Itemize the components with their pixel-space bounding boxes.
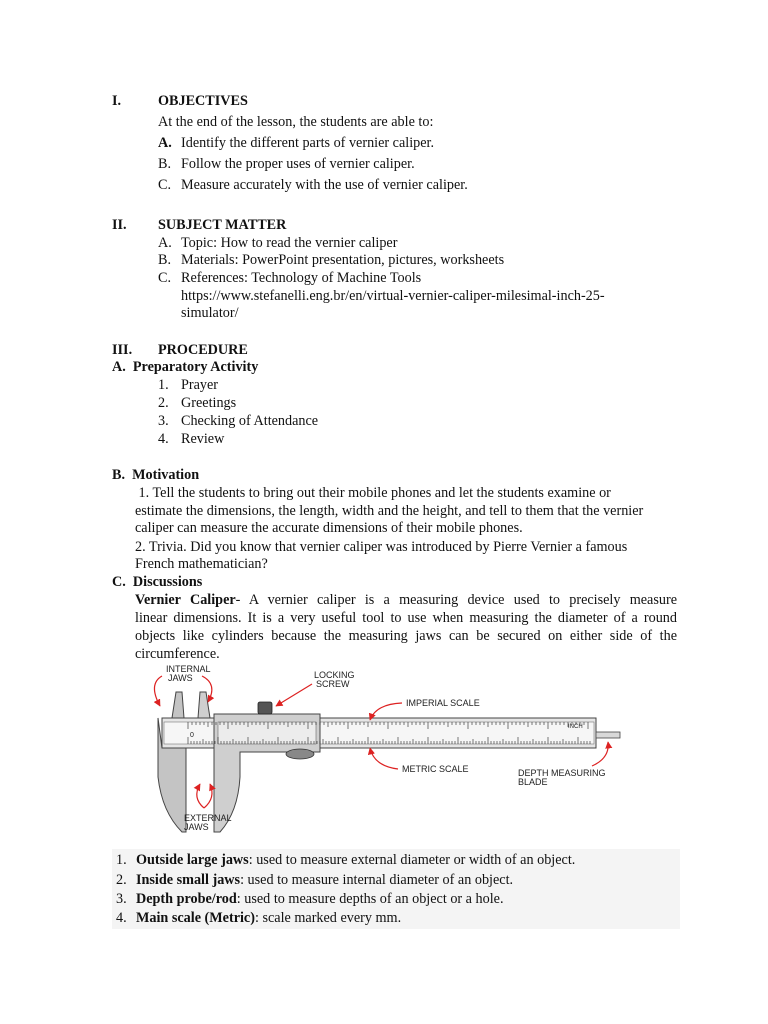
- parts-list-term: Outside large jaws: [136, 852, 249, 868]
- svg-text:0: 0: [190, 732, 194, 739]
- discussions-title: C. Discussions: [112, 574, 203, 590]
- vernier-caliper-diagram: [140, 662, 630, 837]
- motivation-line-2: estimate the dimensions, the length, width and the height, and tell to them that the vernier: [135, 503, 644, 519]
- label-internal-jaws-1: INTERNAL: [166, 664, 211, 674]
- preparatory-activity-title: A. Preparatory Activity: [112, 359, 259, 375]
- parts-list-number: 4.: [116, 910, 127, 926]
- prep-item-review: Review: [181, 431, 225, 447]
- parts-list-item: [136, 872, 513, 890]
- prep-marker-3: 3.: [158, 413, 169, 429]
- discussions-line-1: [135, 592, 677, 610]
- prep-item-greetings: Greetings: [181, 395, 237, 411]
- vernier-caliper-term: Vernier Caliper: [135, 592, 236, 608]
- section-number-procedure: III.: [112, 342, 133, 358]
- label-locking-screw-1: LOCKING: [314, 670, 355, 680]
- locking-screw: [258, 702, 272, 714]
- motivation-title: B. Motivation: [112, 467, 200, 483]
- arrow-metric-scale: [370, 748, 398, 769]
- arrow-imperial-scale: [370, 703, 402, 720]
- section-heading-procedure: PROCEDURE: [158, 342, 248, 358]
- label-depth-blade-1: DEPTH MEASURING: [518, 768, 606, 778]
- thumb-roller: [286, 749, 314, 759]
- discussions-line-3: objects like cylinders because the measuring jaws can be secured on either side of the: [135, 628, 677, 644]
- label-internal-jaws-2: JAWS: [168, 673, 193, 683]
- parts-list-number: 3.: [116, 891, 127, 907]
- internal-jaw-sliding: [198, 692, 210, 718]
- prep-item-prayer: Prayer: [181, 377, 219, 393]
- prep-marker-1: 1.: [158, 377, 169, 393]
- parts-list-term: Main scale (Metric): [136, 910, 255, 926]
- reference-url-line-2: simulator/: [181, 305, 239, 321]
- label-metric-scale: METRIC SCALE: [402, 764, 469, 774]
- motivation-line-4: 2. Trivia. Did you know that vernier caliper was introduced by Pierre Vernier a famous: [135, 539, 628, 555]
- discussions-line-2: linear dimensions. It is a very useful tool to use when measuring the diameter of a round: [135, 610, 677, 626]
- parts-list-description: : scale marked every mm.: [254, 910, 402, 926]
- label-external-jaws-1: EXTERNAL: [184, 813, 232, 823]
- prep-marker-2: 2.: [158, 395, 169, 411]
- discussions-line-4: circumference.: [135, 646, 220, 662]
- prep-item-attendance: Checking of Attendance: [181, 413, 319, 429]
- depth-measuring-blade: [596, 732, 620, 738]
- section-number-objectives: I.: [112, 93, 122, 109]
- arrow-internal-jaws-left: [154, 676, 162, 706]
- parts-list-description: : used to measure depths of an object or a hole.: [236, 891, 504, 907]
- objective-marker-c: C.: [158, 177, 172, 193]
- discussions-definition: - A vernier caliper is a measuring device used to precisely measure: [235, 592, 677, 608]
- parts-list-item: [136, 910, 401, 928]
- arrow-locking-screw: [276, 684, 312, 706]
- label-locking-screw-2: SCREW: [316, 679, 350, 689]
- parts-list-number: 2.: [116, 872, 127, 888]
- objective-text-c: Measure accurately with the use of vernier caliper.: [181, 177, 468, 193]
- subject-text-materials: Materials: PowerPoint presentation, pictures, worksheets: [181, 252, 505, 268]
- parts-list-item: [136, 891, 504, 909]
- label-external-jaws-2: JAWS: [184, 822, 209, 832]
- arrow-external-jaws-left: [197, 784, 204, 808]
- arrow-external-jaws-right: [204, 784, 212, 808]
- label-depth-blade-2: BLADE: [518, 777, 548, 787]
- subject-marker-b: B.: [158, 252, 172, 268]
- parts-list-item: [136, 852, 575, 870]
- parts-list-description: : used to measure internal diameter of an object.: [240, 872, 514, 888]
- section-heading-subject: SUBJECT MATTER: [158, 217, 287, 233]
- reference-url-line-1: https://www.stefanelli.eng.br/en/virtual-vernier-caliper-milesimal-inch-25-: [181, 288, 605, 304]
- motivation-line-1: 1. Tell the students to bring out their mobile phones and let the students examine or: [135, 485, 611, 501]
- parts-list-term: Inside small jaws: [136, 872, 241, 888]
- objective-text-b: Follow the proper uses of vernier caliper.: [181, 156, 415, 172]
- motivation-line-5: French mathematician?: [135, 556, 268, 572]
- objective-marker-b: B.: [158, 156, 172, 172]
- subject-text-topic: Topic: How to read the vernier caliper: [181, 235, 398, 251]
- svg-text:INCH: INCH: [568, 724, 583, 730]
- objective-text-a: Identify the different parts of vernier caliper.: [181, 135, 435, 151]
- subject-marker-a: A.: [158, 235, 172, 251]
- motivation-line-3: caliper can measure the accurate dimensions of their mobile phones.: [135, 520, 523, 536]
- internal-jaw-fixed: [172, 692, 184, 718]
- parts-list-number: 1.: [116, 852, 127, 868]
- objective-marker-a: A.: [158, 135, 172, 151]
- parts-list-description: : used to measure external diameter or width of an object.: [248, 852, 576, 868]
- section-number-subject: II.: [112, 217, 127, 233]
- label-imperial-scale: IMPERIAL SCALE: [406, 698, 480, 708]
- objectives-intro: At the end of the lesson, the students are able to:: [158, 114, 434, 130]
- subject-text-references: References: Technology of Machine Tools: [181, 270, 422, 286]
- prep-marker-4: 4.: [158, 431, 169, 447]
- parts-list-term: Depth probe/rod: [136, 891, 237, 907]
- section-heading-objectives: OBJECTIVES: [158, 93, 248, 109]
- subject-marker-c: C.: [158, 270, 172, 286]
